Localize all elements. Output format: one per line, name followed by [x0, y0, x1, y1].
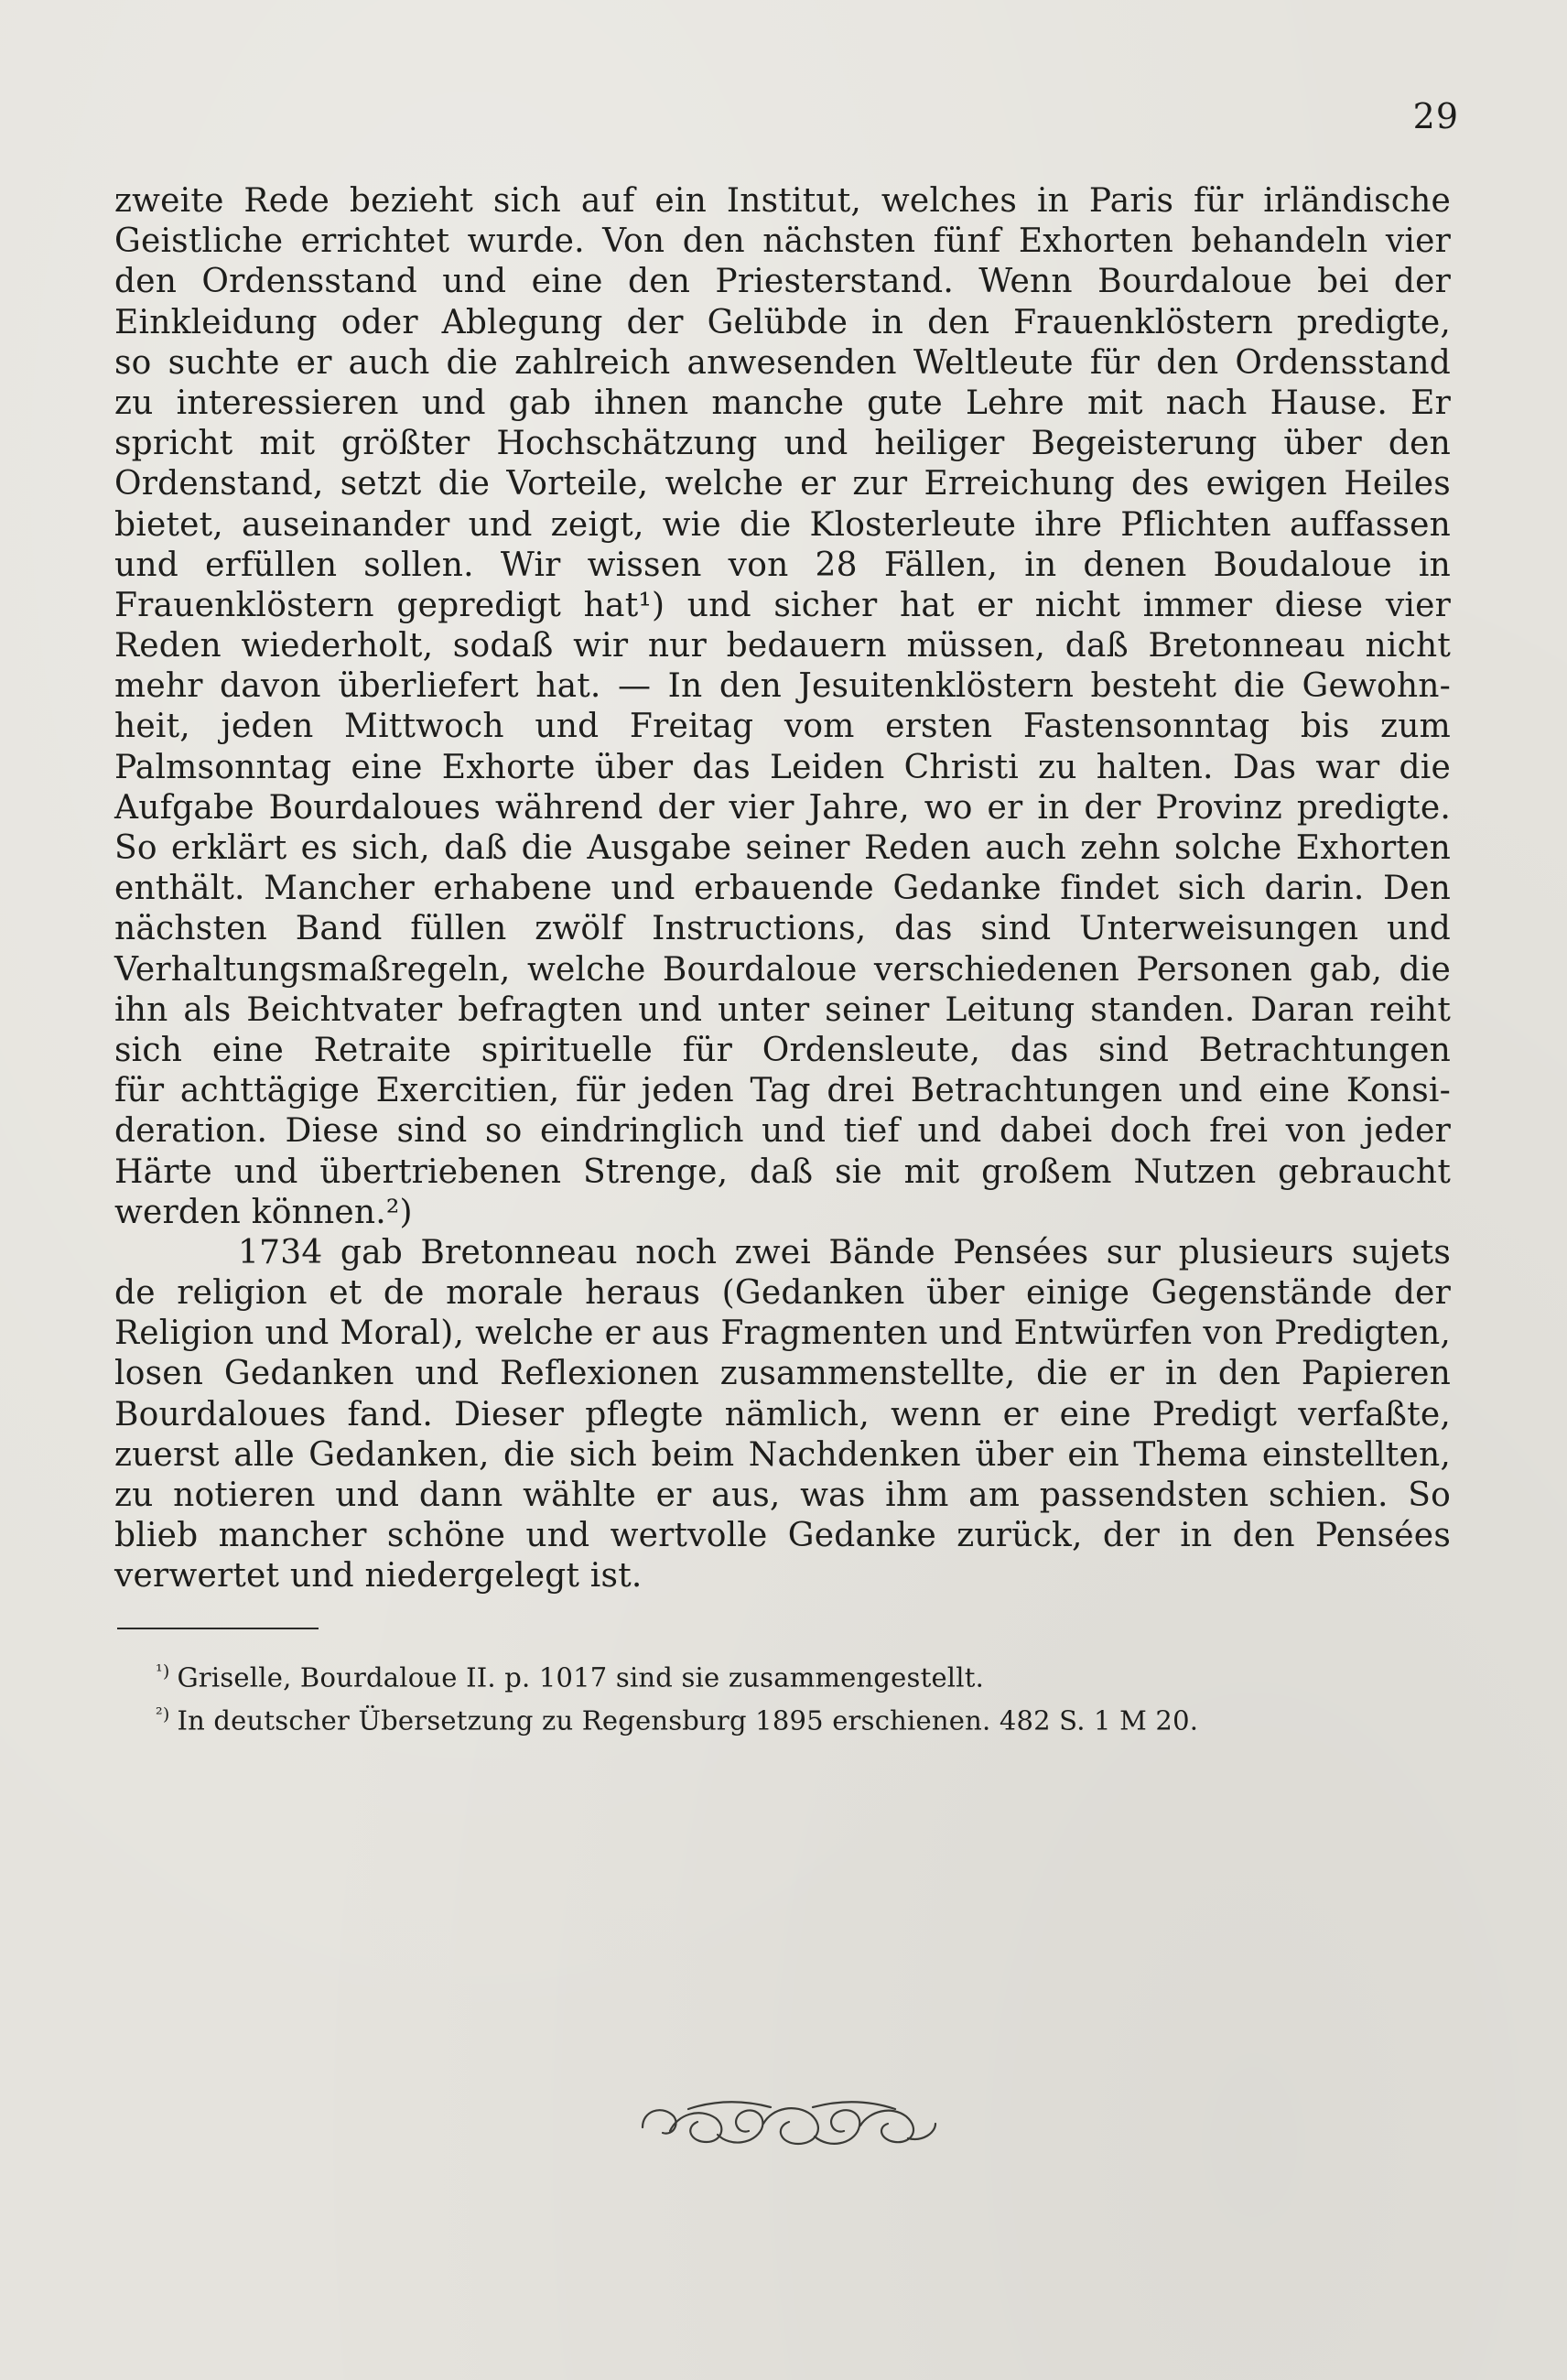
text-line: zweite Rede bezieht sich auf ein Institut, welches in Paris für irländische — [114, 182, 1451, 220]
text-line: heit, jeden Mittwoch und Freitag vom ersten Fastensonntag bis zum — [114, 708, 1451, 746]
text-line: Aufgabe Bourdaloues während der vier Jahre, wo er in der Provinz predigte. — [114, 788, 1451, 827]
text-line: blieb mancher schöne und wertvolle Gedanke zurück, der in den Pensées — [114, 1517, 1451, 1555]
text-line: zu notieren und dann wählte er aus, was ihm am passendsten schien. So — [114, 1477, 1451, 1514]
text-line: Bourdaloues fand. Dieser pflegte nämlich, wenn er eine Predigt verfaßte, — [114, 1395, 1451, 1433]
text-line: Frauenklöstern gepredigt hat¹) und sicher hat er nicht immer diese vier — [114, 586, 1451, 624]
footnote-text: In deutscher Übersetzung zu Regensburg 1895 erschienen. 482 S. 1 M 20. — [177, 1704, 1199, 1736]
text-line: Geistliche errichtet wurde. Von den nächsten fünf Exhorten behandeln vier — [114, 222, 1451, 261]
text-line: Ordenstand, setzt die Vorteile, welche er zur Erreichung des ewigen Heiles — [114, 465, 1451, 503]
text-line: So erklärt es sich, daß die Ausgabe seiner Reden auch zehn solche Exhorten — [114, 829, 1451, 867]
text-line: mehr davon überliefert hat. — In den Jesuitenklöstern besteht die Gewohn- — [114, 667, 1451, 706]
text-line: zu interessieren und gab ihnen manche gute Lehre mit nach Hause. Er — [114, 384, 1451, 422]
text-line: losen Gedanken und Reflexionen zusammenstellte, die er in den Papieren — [114, 1355, 1451, 1393]
text-line: werden können.²) — [114, 1193, 413, 1231]
text-line: Religion und Moral), welche er aus Fragmenten und Entwürfen von Predigten, — [114, 1314, 1451, 1353]
text-line: nächsten Band füllen zwölf Instructions, das sind Unterweisungen und — [114, 910, 1451, 948]
text-line: Palmsonntag eine Exhorte über das Leiden Christi zu halten. Das war die — [114, 748, 1451, 786]
text-line: bietet, auseinander und zeigt, wie die Klosterleute ihre Pflichten auffassen — [114, 505, 1451, 544]
footnote-marker: ²) — [156, 1704, 170, 1725]
decorative-ornament-icon — [633, 2087, 945, 2160]
text-line: Verhaltungsmaßregeln, welche Bourdaloue verschiedenen Personen gab, die — [114, 950, 1451, 989]
text-line: 1734 gab Bretonneau noch zwei Bände Pensées sur plusieurs sujets — [238, 1233, 1451, 1271]
text-line: de religion et de morale heraus (Gedanken über einige Gegenstände der — [114, 1274, 1451, 1313]
text-line: spricht mit größter Hochschätzung und heiliger Begeisterung über den — [114, 425, 1451, 463]
text-line: Reden wiederholt, sodaß wir nur bedauern müssen, daß Bretonneau nicht — [114, 627, 1451, 665]
text-line: verwertet und niedergelegt ist. — [114, 1557, 643, 1596]
text-line: sich eine Retraite spirituelle für Ordensleute, das sind Betrachtungen — [114, 1031, 1451, 1069]
text-line: Härte und übertriebenen Strenge, daß sie mit großem Nutzen gebraucht — [114, 1152, 1451, 1191]
text-line: zuerst alle Gedanken, die sich beim Nachdenken über ein Thema einstellten, — [114, 1435, 1451, 1474]
text-line: deration. Diese sind so eindringlich und tief und dabei doch frei von jeder — [114, 1112, 1451, 1151]
text-line: so suchte er auch die zahlreich anwesenden Weltleute für den Ordensstand — [114, 343, 1451, 382]
footnote-2 — [156, 1696, 1198, 1739]
footnote-marker: ¹) — [156, 1661, 170, 1682]
text-line: enthält. Mancher erhabene und erbauende Gedanke findet sich darin. Den — [114, 870, 1451, 908]
footnote-text: Griselle, Bourdaloue II. p. 1017 sind sie zusammengestellt. — [177, 1661, 985, 1693]
footnotes — [156, 1653, 1198, 1738]
text-line: den Ordensstand und eine den Priesterstand. Wenn Bourdaloue bei der — [114, 263, 1451, 301]
page-number: 29 — [1412, 96, 1459, 136]
footnote-divider — [117, 1628, 319, 1629]
text-line: und erfüllen sollen. Wir wissen von 28 Fällen, in denen Boudaloue in — [114, 546, 1451, 584]
text-line: Einkleidung oder Ablegung der Gelübde in den Frauenklöstern predigte, — [114, 303, 1451, 341]
body-text — [114, 181, 1451, 1597]
footnote-1 — [156, 1653, 1198, 1696]
text-line: für achttägige Exercitien, für jeden Tag drei Betrachtungen und eine Konsi- — [114, 1072, 1451, 1110]
text-line: ihn als Beichtvater befragten und unter seiner Leitung standen. Daran reiht — [114, 990, 1451, 1029]
